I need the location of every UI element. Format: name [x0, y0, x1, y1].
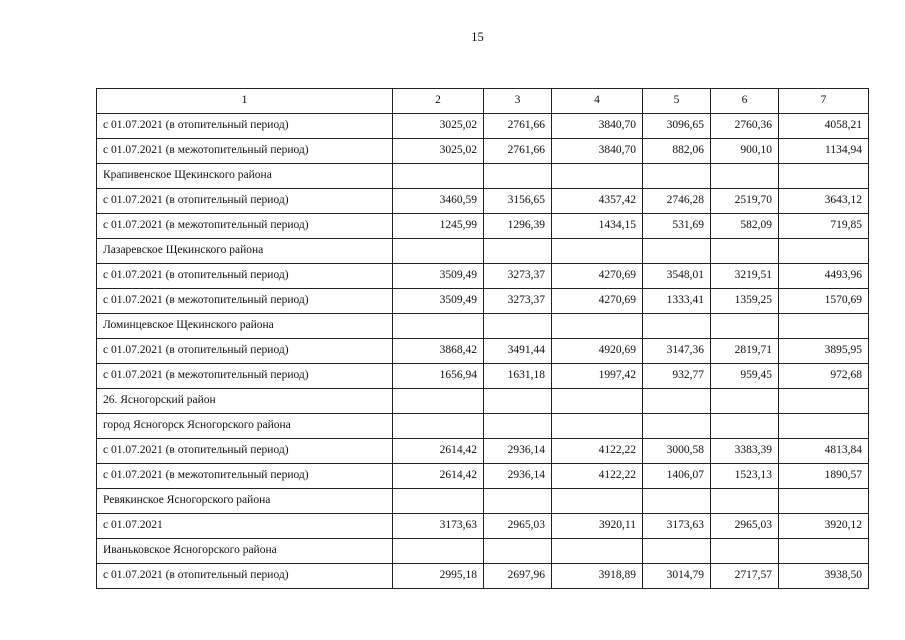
value-cell — [393, 239, 484, 264]
value-cell: 3840,70 — [552, 114, 643, 139]
column-header: 3 — [484, 89, 552, 114]
value-cell — [643, 164, 711, 189]
value-cell — [484, 164, 552, 189]
value-cell: 3920,12 — [779, 514, 869, 539]
value-cell: 3383,39 — [711, 439, 779, 464]
table-row — [97, 364, 869, 389]
value-cell: 3156,65 — [484, 189, 552, 214]
value-cell: 1406,07 — [643, 464, 711, 489]
value-cell: 3147,36 — [643, 339, 711, 364]
value-cell — [643, 389, 711, 414]
table-row — [97, 114, 869, 139]
table-row — [97, 214, 869, 239]
value-cell: 2519,70 — [711, 189, 779, 214]
value-cell — [393, 414, 484, 439]
value-cell: 2746,28 — [643, 189, 711, 214]
value-cell — [484, 239, 552, 264]
value-cell: 1656,94 — [393, 364, 484, 389]
value-cell: 1245,99 — [393, 214, 484, 239]
value-cell — [711, 539, 779, 564]
column-header: 2 — [393, 89, 484, 114]
value-cell: 531,69 — [643, 214, 711, 239]
row-label-cell: с 01.07.2021 (в отопительный период) — [97, 264, 393, 289]
column-header: 4 — [552, 89, 643, 114]
value-cell — [484, 414, 552, 439]
table-row — [97, 539, 869, 564]
value-cell: 3509,49 — [393, 264, 484, 289]
table-row — [97, 564, 869, 589]
value-cell: 3219,51 — [711, 264, 779, 289]
table-row — [97, 439, 869, 464]
value-cell — [711, 414, 779, 439]
value-cell: 2819,71 — [711, 339, 779, 364]
value-cell: 3868,42 — [393, 339, 484, 364]
value-cell: 3273,37 — [484, 264, 552, 289]
value-cell: 1631,18 — [484, 364, 552, 389]
value-cell — [393, 389, 484, 414]
table-row — [97, 289, 869, 314]
row-label-cell: с 01.07.2021 (в межотопительный период) — [97, 139, 393, 164]
table-row — [97, 489, 869, 514]
row-label-cell: 26. Ясногорский район — [97, 389, 393, 414]
value-cell: 3840,70 — [552, 139, 643, 164]
row-label-cell: с 01.07.2021 (в отопительный период) — [97, 564, 393, 589]
table-row — [97, 264, 869, 289]
value-cell: 3918,89 — [552, 564, 643, 589]
value-cell — [552, 389, 643, 414]
value-cell: 4270,69 — [552, 289, 643, 314]
value-cell — [711, 489, 779, 514]
value-cell: 3096,65 — [643, 114, 711, 139]
row-label-cell: с 01.07.2021 (в межотопительный период) — [97, 464, 393, 489]
column-header: 5 — [643, 89, 711, 114]
row-label-cell: город Ясногорск Ясногорского района — [97, 414, 393, 439]
value-cell — [552, 239, 643, 264]
value-cell: 4122,22 — [552, 439, 643, 464]
value-cell — [711, 314, 779, 339]
row-label-cell: Лазаревское Щекинского района — [97, 239, 393, 264]
value-cell — [711, 164, 779, 189]
value-cell: 932,77 — [643, 364, 711, 389]
value-cell: 4270,69 — [552, 264, 643, 289]
value-cell: 972,68 — [779, 364, 869, 389]
value-cell: 1997,42 — [552, 364, 643, 389]
tariff-table — [96, 88, 869, 589]
row-label-cell: с 01.07.2021 — [97, 514, 393, 539]
value-cell: 1333,41 — [643, 289, 711, 314]
value-cell — [552, 314, 643, 339]
value-cell: 3491,44 — [484, 339, 552, 364]
value-cell: 582,09 — [711, 214, 779, 239]
row-label-cell: Крапивенское Щекинского района — [97, 164, 393, 189]
value-cell: 3548,01 — [643, 264, 711, 289]
value-cell: 3643,12 — [779, 189, 869, 214]
value-cell: 4493,96 — [779, 264, 869, 289]
value-cell — [484, 314, 552, 339]
value-cell — [643, 489, 711, 514]
row-label-cell: с 01.07.2021 (в отопительный период) — [97, 339, 393, 364]
value-cell — [779, 314, 869, 339]
value-cell: 1523,13 — [711, 464, 779, 489]
value-cell: 2760,36 — [711, 114, 779, 139]
value-cell — [779, 239, 869, 264]
value-cell — [393, 164, 484, 189]
value-cell — [643, 414, 711, 439]
value-cell — [779, 414, 869, 439]
value-cell: 3173,63 — [393, 514, 484, 539]
table-row — [97, 164, 869, 189]
value-cell: 4122,22 — [552, 464, 643, 489]
value-cell — [711, 239, 779, 264]
value-cell — [779, 389, 869, 414]
value-cell: 4357,42 — [552, 189, 643, 214]
table-row — [97, 139, 869, 164]
value-cell — [779, 164, 869, 189]
value-cell: 1359,25 — [711, 289, 779, 314]
table-row — [97, 189, 869, 214]
value-cell: 719,85 — [779, 214, 869, 239]
value-cell: 3025,02 — [393, 139, 484, 164]
value-cell: 1134,94 — [779, 139, 869, 164]
value-cell: 3920,11 — [552, 514, 643, 539]
value-cell — [484, 539, 552, 564]
value-cell: 2761,66 — [484, 139, 552, 164]
row-label-cell: с 01.07.2021 (в отопительный период) — [97, 189, 393, 214]
value-cell: 3509,49 — [393, 289, 484, 314]
table-row — [97, 514, 869, 539]
value-cell: 4920,69 — [552, 339, 643, 364]
value-cell — [552, 539, 643, 564]
table-row — [97, 414, 869, 439]
header-row — [97, 89, 869, 114]
table-row — [97, 314, 869, 339]
row-label-cell: Ломинцевское Щекинского района — [97, 314, 393, 339]
value-cell — [643, 539, 711, 564]
value-cell: 1434,15 — [552, 214, 643, 239]
value-cell: 2614,42 — [393, 464, 484, 489]
value-cell: 2965,03 — [484, 514, 552, 539]
value-cell: 1890,57 — [779, 464, 869, 489]
value-cell: 4058,21 — [779, 114, 869, 139]
value-cell — [393, 539, 484, 564]
value-cell: 2995,18 — [393, 564, 484, 589]
value-cell: 882,06 — [643, 139, 711, 164]
column-header: 1 — [97, 89, 393, 114]
table-row — [97, 389, 869, 414]
row-label-cell: с 01.07.2021 (в межотопительный период) — [97, 214, 393, 239]
row-label-cell: с 01.07.2021 (в отопительный период) — [97, 114, 393, 139]
value-cell: 900,10 — [711, 139, 779, 164]
value-cell: 2614,42 — [393, 439, 484, 464]
value-cell: 3460,59 — [393, 189, 484, 214]
value-cell: 2936,14 — [484, 439, 552, 464]
value-cell: 3173,63 — [643, 514, 711, 539]
value-cell: 3000,58 — [643, 439, 711, 464]
value-cell — [393, 314, 484, 339]
value-cell: 2965,03 — [711, 514, 779, 539]
value-cell: 3273,37 — [484, 289, 552, 314]
table-body — [97, 114, 869, 589]
value-cell — [711, 389, 779, 414]
value-cell: 3938,50 — [779, 564, 869, 589]
row-label-cell: с 01.07.2021 (в межотопительный период) — [97, 289, 393, 314]
value-cell — [484, 389, 552, 414]
value-cell: 3895,95 — [779, 339, 869, 364]
value-cell: 2761,66 — [484, 114, 552, 139]
value-cell: 1296,39 — [484, 214, 552, 239]
value-cell: 2697,96 — [484, 564, 552, 589]
value-cell — [779, 539, 869, 564]
value-cell: 4813,84 — [779, 439, 869, 464]
column-header: 7 — [779, 89, 869, 114]
table-row — [97, 339, 869, 364]
value-cell — [552, 414, 643, 439]
table-row — [97, 239, 869, 264]
row-label-cell: с 01.07.2021 (в отопительный период) — [97, 439, 393, 464]
value-cell — [779, 489, 869, 514]
value-cell — [643, 239, 711, 264]
column-header: 6 — [711, 89, 779, 114]
value-cell: 1570,69 — [779, 289, 869, 314]
value-cell: 3014,79 — [643, 564, 711, 589]
value-cell — [552, 489, 643, 514]
value-cell — [552, 164, 643, 189]
value-cell — [484, 489, 552, 514]
value-cell: 959,45 — [711, 364, 779, 389]
value-cell — [393, 489, 484, 514]
row-label-cell: Иваньковское Ясногорского района — [97, 539, 393, 564]
table-row — [97, 464, 869, 489]
row-label-cell: Ревякинское Ясногорского района — [97, 489, 393, 514]
value-cell: 2717,57 — [711, 564, 779, 589]
page-number: 15 — [471, 30, 484, 44]
value-cell: 3025,02 — [393, 114, 484, 139]
row-label-cell: с 01.07.2021 (в межотопительный период) — [97, 364, 393, 389]
value-cell: 2936,14 — [484, 464, 552, 489]
value-cell — [643, 314, 711, 339]
